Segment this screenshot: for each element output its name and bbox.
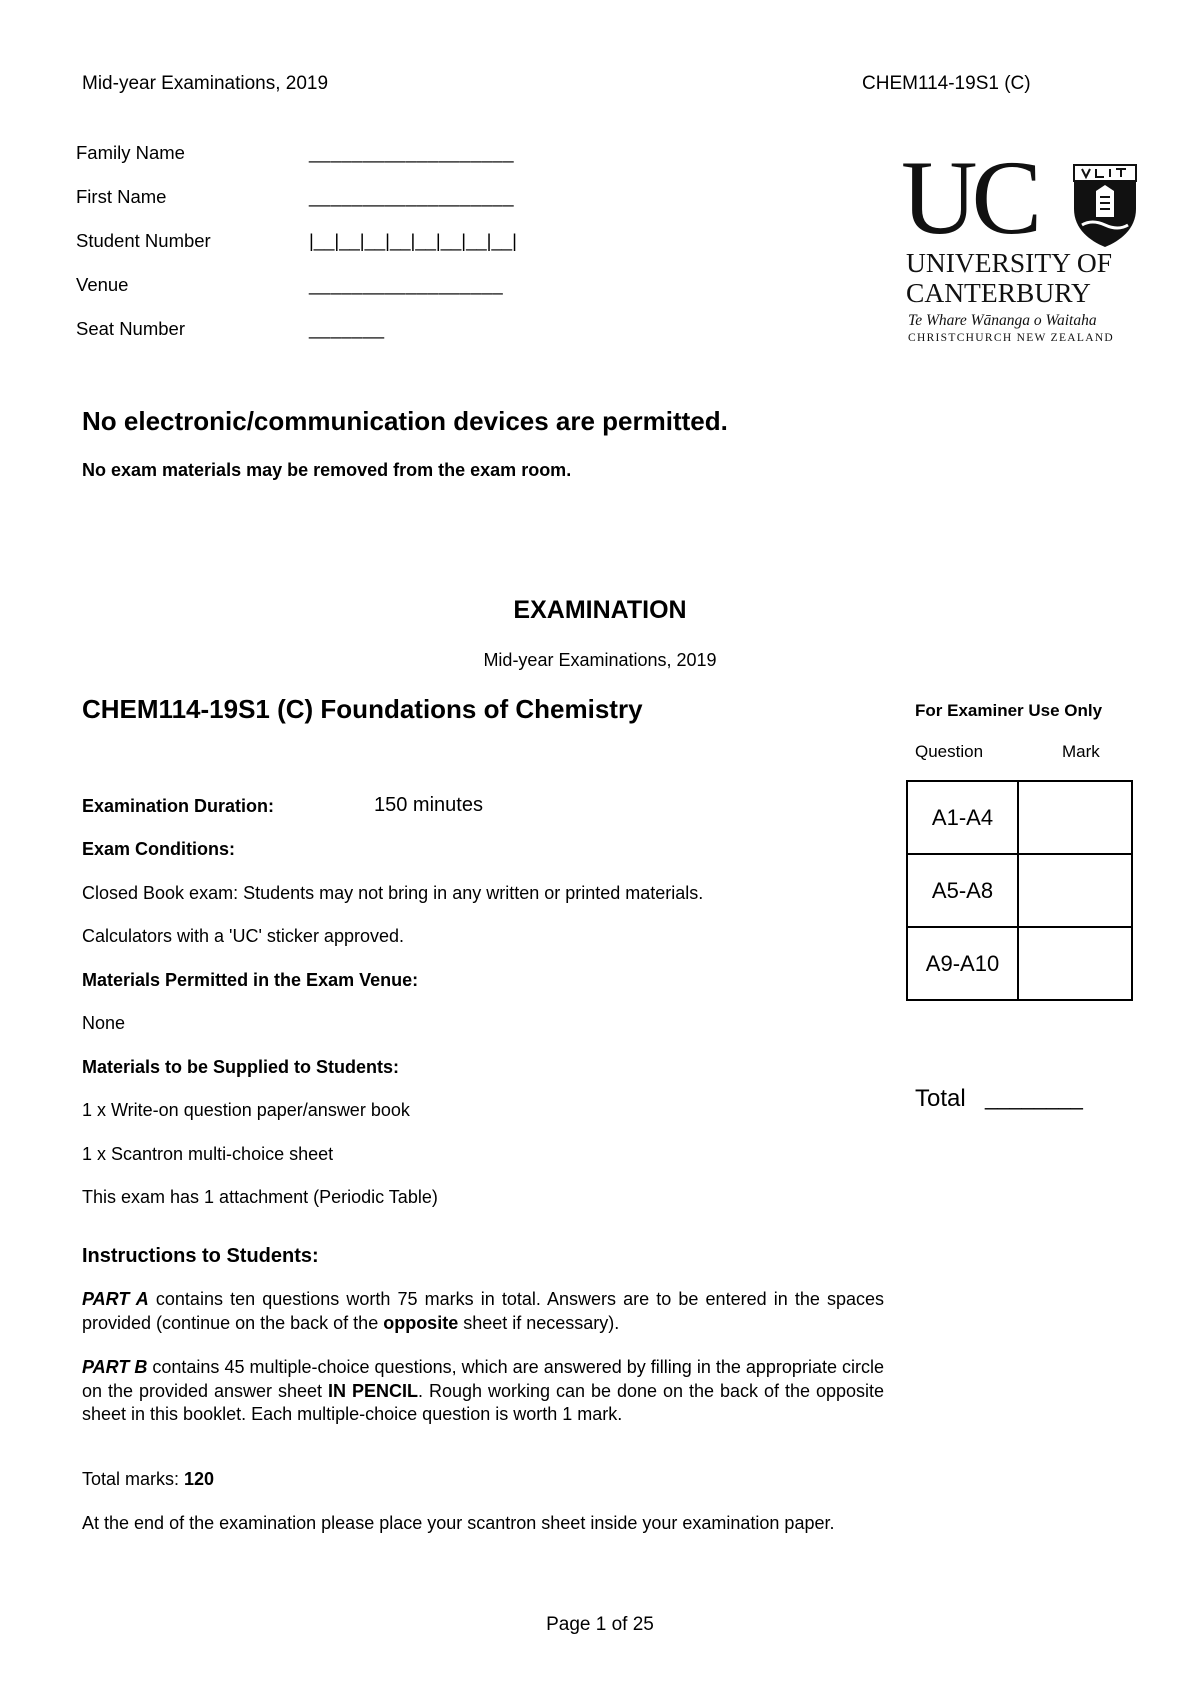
crest-icon xyxy=(1070,163,1140,249)
question-cell: A5-A8 xyxy=(907,854,1018,927)
conditions-line-2: Calculators with a 'UC' sticker approved. xyxy=(82,926,404,946)
part-a-text-2: sheet if necessary). xyxy=(458,1312,620,1333)
page-number: Page 1 of 25 xyxy=(546,1614,654,1635)
course-title: CHEM114-19S1 (C) Foundations of Chemistry xyxy=(82,694,643,724)
instructions-heading: Instructions to Students: xyxy=(82,1245,319,1267)
conditions-label: Exam Conditions: xyxy=(82,839,236,859)
question-cell: A9-A10 xyxy=(907,927,1018,1000)
first-name-field[interactable]: ___________________ xyxy=(309,186,514,207)
supplied-item-1: 1 x Write-on question paper/answer book xyxy=(82,1100,410,1120)
logo-initials: UC xyxy=(901,139,1037,256)
materials-warning: No exam materials may be removed from the exam room. xyxy=(82,460,572,480)
mark-cell[interactable] xyxy=(1018,854,1132,927)
exam-session: Mid-year Examinations, 2019 xyxy=(483,650,717,670)
devices-warning: No electronic/communication devices are permitted. xyxy=(82,406,728,436)
exam-title: EXAMINATION xyxy=(513,596,687,624)
logo-maori-name: Te Whare Wānanga o Waitaha xyxy=(908,312,1097,329)
logo-name-line2: CANTERBURY xyxy=(906,277,1091,308)
total-marks-value: 120 xyxy=(184,1469,215,1489)
table-row xyxy=(907,781,1132,854)
student-number-label: Student Number xyxy=(76,230,211,251)
mark-cell[interactable] xyxy=(1018,781,1132,854)
examiner-col-mark: Mark xyxy=(1062,742,1100,761)
venue-label: Venue xyxy=(76,274,129,295)
end-note: At the end of the examination please place your scantron sheet inside your examination paper. xyxy=(82,1513,835,1533)
part-a-label: PART A xyxy=(82,1289,149,1309)
examiner-table xyxy=(906,780,1133,1001)
total-marks xyxy=(82,1468,884,1492)
seat-number-field[interactable]: _______ xyxy=(309,318,385,339)
examiner-total-field[interactable]: ________ xyxy=(985,1085,1083,1110)
mark-cell[interactable] xyxy=(1018,927,1132,1000)
header-left: Mid-year Examinations, 2019 xyxy=(82,73,329,94)
part-b-text-1: contains 45 multiple-choice questions, which are answered by filling in the appropriate circle on the provided answer sheet xyxy=(82,1357,884,1401)
part-a-text-1: contains ten questions worth 75 marks in total. Answers are to be entered in the spaces provided (continue on the back of the xyxy=(82,1289,884,1333)
table-row xyxy=(907,927,1132,1000)
venue-field[interactable]: __________________ xyxy=(309,274,504,295)
family-name-label: Family Name xyxy=(76,142,185,163)
logo-city: CHRISTCHURCH NEW ZEALAND xyxy=(908,332,1115,344)
part-b-text-2: . Rough working can be done on the back of the opposite sheet in this booklet. Each multiple-choice question is worth 1 mark. xyxy=(82,1380,884,1424)
duration-value: 150 minutes xyxy=(374,794,483,816)
family-name-field[interactable]: ___________________ xyxy=(309,142,514,163)
table-row xyxy=(907,854,1132,927)
logo-name-line1: UNIVERSITY OF xyxy=(906,247,1112,278)
total-marks-label: Total marks: xyxy=(82,1469,185,1489)
part-a-bold: opposite xyxy=(383,1312,459,1333)
part-a-paragraph xyxy=(82,1288,884,1335)
examiner-heading: For Examiner Use Only xyxy=(915,701,1103,720)
duration-label: Examination Duration: xyxy=(82,796,275,816)
permitted-label: Materials Permitted in the Exam Venue: xyxy=(82,970,419,990)
part-b-label: PART B xyxy=(82,1357,148,1377)
first-name-label: First Name xyxy=(76,186,167,207)
question-cell: A1-A4 xyxy=(907,781,1018,854)
seat-number-label: Seat Number xyxy=(76,318,185,339)
examiner-col-question: Question xyxy=(915,742,984,761)
supplied-label: Materials to be Supplied to Students: xyxy=(82,1057,400,1077)
attachment-note: This exam has 1 attachment (Periodic Table) xyxy=(82,1187,438,1207)
conditions-line-1: Closed Book exam: Students may not bring in any written or printed materials. xyxy=(82,883,704,903)
part-b-paragraph xyxy=(82,1356,884,1427)
examiner-total-label: Total xyxy=(915,1085,966,1112)
student-number-field[interactable]: |__|__|__|__|__|__|__|__| xyxy=(309,230,517,251)
permitted-value: None xyxy=(82,1013,126,1033)
part-b-bold: IN PENCIL xyxy=(328,1380,418,1401)
supplied-item-2: 1 x Scantron multi-choice sheet xyxy=(82,1144,334,1164)
header-right: CHEM114-19S1 (C) xyxy=(862,73,1031,94)
